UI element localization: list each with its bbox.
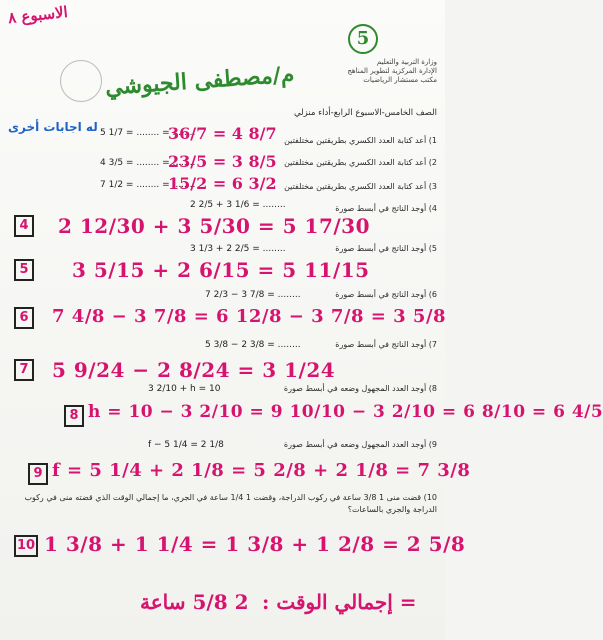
- question-6: 6) أوجد الناتج في أبسط صورة: [335, 290, 437, 299]
- total-label: = إجمالي الوقت :: [262, 590, 417, 614]
- answer-10: 1 3/8 + 1 1/4 = 1 3/8 + 1 2/8 = 2 5/8: [44, 532, 466, 556]
- answer-10-row: [14, 534, 38, 557]
- answer-9: f = 5 1/4 + 2 1/8 = 5 2/8 + 2 1/8 = 7 3/8: [52, 460, 471, 481]
- question-4: 4) أوجد الناتج في أبسط صورة: [335, 204, 437, 213]
- question-7: 7) أوجد الناتج في أبسط صورة: [335, 340, 437, 349]
- answer-4-row: [14, 214, 34, 237]
- question-4-expr: 2 2/5 + 3 1/6 = ........: [190, 200, 286, 210]
- ministry-header: [327, 58, 437, 84]
- answer-7: 5 9/24 − 2 8/24 = 3 1/24: [52, 358, 336, 382]
- ministry-line: وزارة التربية والتعليم: [376, 58, 437, 66]
- answer-1: 36/7 = 4 8/7: [168, 124, 277, 143]
- answer-4: 2 12/30 + 3 5/30 = 5 17/30: [58, 214, 370, 238]
- answer-6-row: [14, 306, 34, 329]
- answer-9-row: [28, 462, 48, 485]
- worksheet-title: الصف الخامس-الاسبوع الرابع-أداء منزلي: [293, 108, 437, 118]
- teacher-name: م/مصطفى الجيوشي: [104, 61, 296, 101]
- question-9: 9) أوجد العدد المجهول وضعه في أبسط صورة: [283, 440, 437, 449]
- question-9-expr: f − 5 1/4 = 2 1/8: [148, 440, 224, 450]
- week-tag: الاسبوع ٨: [7, 2, 69, 28]
- answer-4-box: 4: [14, 215, 34, 237]
- answer-7-box: 7: [14, 359, 34, 381]
- ministry-line: مكتب مستشار الرياضيات: [363, 75, 437, 84]
- question-2-expr: 4 3/5 = ........ = ........: [100, 158, 196, 168]
- answer-8-box: 8: [64, 405, 84, 427]
- answer-7-row: [14, 358, 34, 381]
- question-10: 10) قضت منى 1 3/8 ساعة في ركوب الدراجة، وقضت 1 1/4 ساعة في الجري، ما إجمالي الوقت الذي قضته منى في ركوب الدراجة والجري بالساعات؟: [24, 493, 437, 514]
- answer-8: h = 10 − 3 2/10 = 9 10/10 − 3 2/10 = 6 8/10 = 6 4/5: [88, 402, 603, 422]
- answer-8-row: [64, 404, 84, 427]
- question-6-expr: 7 2/3 − 3 7/8 = ........: [205, 290, 301, 300]
- question-1-expr: 5 1/7 = ........ = ........: [100, 128, 196, 138]
- stamp-icon: [60, 60, 102, 102]
- question-8-expr: 3 2/10 + h = 10: [148, 384, 221, 394]
- other-answers-label: له اجابات أخرى: [8, 120, 98, 134]
- answer-5: 3 5/15 + 2 6/15 = 5 11/15: [72, 258, 370, 282]
- answer-5-row: [14, 258, 34, 281]
- answer-2: 23/5 = 3 8/5: [168, 152, 277, 171]
- answer-10-box: 10: [14, 535, 38, 557]
- question-2: 2) أعد كتابة العدد الكسري بطريقتين مختلفتين: [284, 158, 437, 167]
- answer-5-box: 5: [14, 259, 34, 281]
- question-3: 3) أعد كتابة العدد الكسري بطريقتين مختلفتين: [284, 182, 437, 191]
- question-7-expr: 5 3/8 − 2 3/8 = ........: [205, 340, 301, 350]
- question-5: 5) أوجد الناتج في أبسط صورة: [335, 244, 437, 253]
- question-1: 1) أعد كتابة العدد الكسري بطريقتين مختلفتين: [284, 136, 437, 145]
- answer-6-box: 6: [14, 307, 34, 329]
- question-5-expr: 3 1/3 + 2 2/5 = ........: [190, 244, 286, 254]
- answer-6: 7 4/8 − 3 7/8 = 6 12/8 − 3 7/8 = 3 5/8: [52, 306, 447, 327]
- question-8: 8) أوجد العدد المجهول وضعه في أبسط صورة: [283, 384, 437, 393]
- answer-3: 15/2 = 6 3/2: [168, 174, 277, 193]
- question-3-expr: 7 1/2 = ........ = ........: [100, 180, 196, 190]
- ministry-line: الإدارة المركزية لتطوير المناهج: [347, 66, 437, 75]
- total-value: 2 5/8 ساعة: [140, 590, 249, 614]
- answer-9-box: 9: [28, 463, 48, 485]
- circle-number: 5: [348, 24, 378, 54]
